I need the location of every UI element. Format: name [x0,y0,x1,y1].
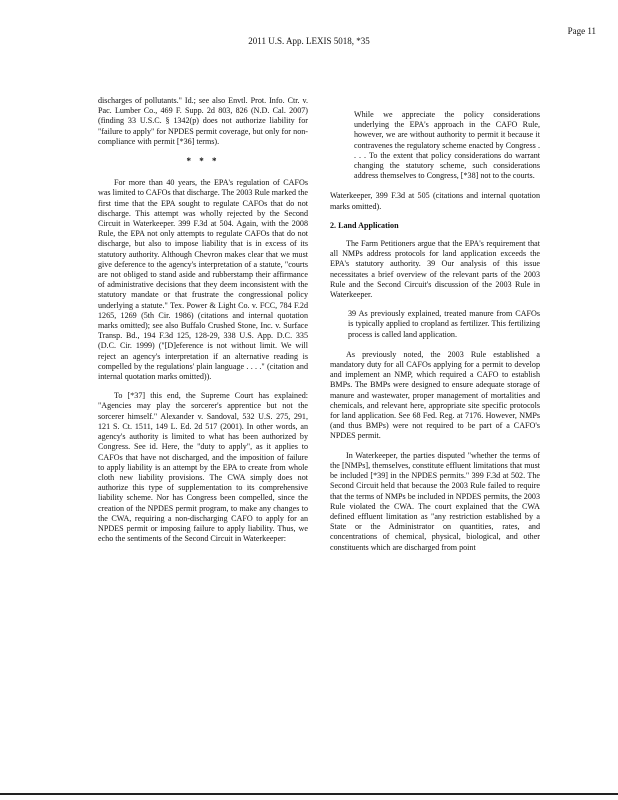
right-paragraph-2: As previously noted, the 2003 Rule established a mandatory duty for all CAFOs applying for a permit to develop and implement an NMP, which required a CAFO to establish BMPs. The BMPs were designed to ensure adequate storage of manure and wastewater, proper management of mortalities and chemicals, and relevant here, appropriate site specific protocols for land application. See 68 Fed. Reg. at 7176. However, NMPs (and thus BMPs) were not required to be part of a CAFO's NPDES permit. [330,349,540,441]
page-number: Page 11 [567,26,596,36]
footnote: 39 As previously explained, treated manure from CAFOs is typically applied to cropland as fertilizer. This fertilizing process is called land application. [348,309,540,339]
block-quote: While we appreciate the policy considerations underlying the EPA's approach in the CAFO Rule, however, we are without authority to permit it because it contravenes the regulatory scheme enacted by Congress . . . . To the extent that policy considerations do warrant changing the statutory scheme, such considerations address themselves to Congress, [*38] not to the courts. [354,110,540,181]
left-paragraph-3: To [*37] this end, the Supreme Court has explained: "Agencies may play the sorcerer's apprentice but not the sorcerer himself." Alexander v. Sandoval, 532 U.S. 275, 291, 121 S. Ct. 1511, 149 L. Ed. 2d 517 (2001). In other words, an agency's authority is limited to what has been authorized by Congress. See id. Here, the "duty to apply", as it applies to CAFOs that have not discharged, and the imposition of failure to apply liability is an attempt by the EPA to create from whole cloth new liability provisions. The CWA simply does not authorize this type of supplementation to its comprehensive liability scheme. Nor has Congress been compelled, since the creation of the NPDES permit program, to make any changes to the CWA, requiring a non-discharging CAFO to apply for an NPDES permit or imposing failure to apply liability. Thus, we echo the sentiments of the Second Circuit in Waterkeeper: [98,391,308,544]
quote-citation: Waterkeeper, 399 F.3d at 505 (citations and internal quotation marks omitted). [330,191,540,211]
bottom-scan-edge [0,793,618,795]
left-paragraph-1: discharges of pollutants." Id.; see also Envtl. Prot. Info. Ctr. v. Pac. Lumber Co., 469 F. Supp. 2d 803, 826 (N.D. Cal. 2007) (finding 33 U.S.C. § 1342(p) does not authorize liability for "failure to apply" for NPDES permit coverage, but only for non-compliance with permit [*36] terms). [98,96,308,146]
right-column [330,110,540,562]
running-head: 2011 U.S. App. LEXIS 5018, *35 [248,36,370,46]
section-break-stars: * * * [186,156,220,167]
left-column [98,96,308,553]
right-paragraph-3: In Waterkeeper, the parties disputed "whether the terms of the [NMPs], themselves, constitute effluent limitations that must be included [*39] in the NPDES permits." 399 F.3d at 502. The Second Circuit held that because the 2003 Rule failed to require that the terms of NMPs be included in NPDES permits, the 2003 Rule violated the CWA. The court explained that the CWA defined effluent limitation as "any restriction established by a State or the Administrator on quantities, rates, and concentrations of chemical, physical, biological, and other constituents which are discharged from point [330,450,540,552]
right-paragraph-1: The Farm Petitioners argue that the EPA's requirement that all NMPs address protocols for land application exceeds the EPA's statutory authority. 39 Our analysis of this issue necessitates a brief overview of the relevant parts of the 2003 Rule and the Second Circuit's discussion of the 2003 Rule in Waterkeeper. [330,239,540,300]
section-heading: 2. Land Application [330,220,399,230]
left-paragraph-2: For more than 40 years, the EPA's regulation of CAFOs was limited to CAFOs that discharge. The 2003 Rule marked the first time that the EPA sought to regulate CAFOs that do not discharge. This attempt was wholly rejected by the Second Circuit in Waterkeeper. 399 F.3d at 504. Again, with the 2008 Rule, the EPA not only attempts to regulate CAFOs that do not discharge, but also to impose liability that is in excess of its statutory authority. Although Chevron makes clear that we must give deference to the agency's interpretation of a statute, "courts are not obliged to stand aside and rubberstamp their affirmance of administrative decisions that they deem inconsistent with the statutory mandate or that frustrate the congressional policy underlying a statute." Tex. Power & Light Co. v. FCC, 784 F.2d 1265, 1269 (5th Cir. 1986) (citations and internal quotation marks omitted); see also Buffalo Crushed Stone, Inc. v. Surface Transp. Bd., 194 F.3d 125, 128-29, 338 U.S. App. D.C. 335 (D.C. Cir. 1999) ("[D]eference is not without limit. We will reject an agency's interpretation if an alternative reading is compelled by the regulations' plain language . . . ." (citation and internal quotation marks omitted)). [98,178,308,382]
